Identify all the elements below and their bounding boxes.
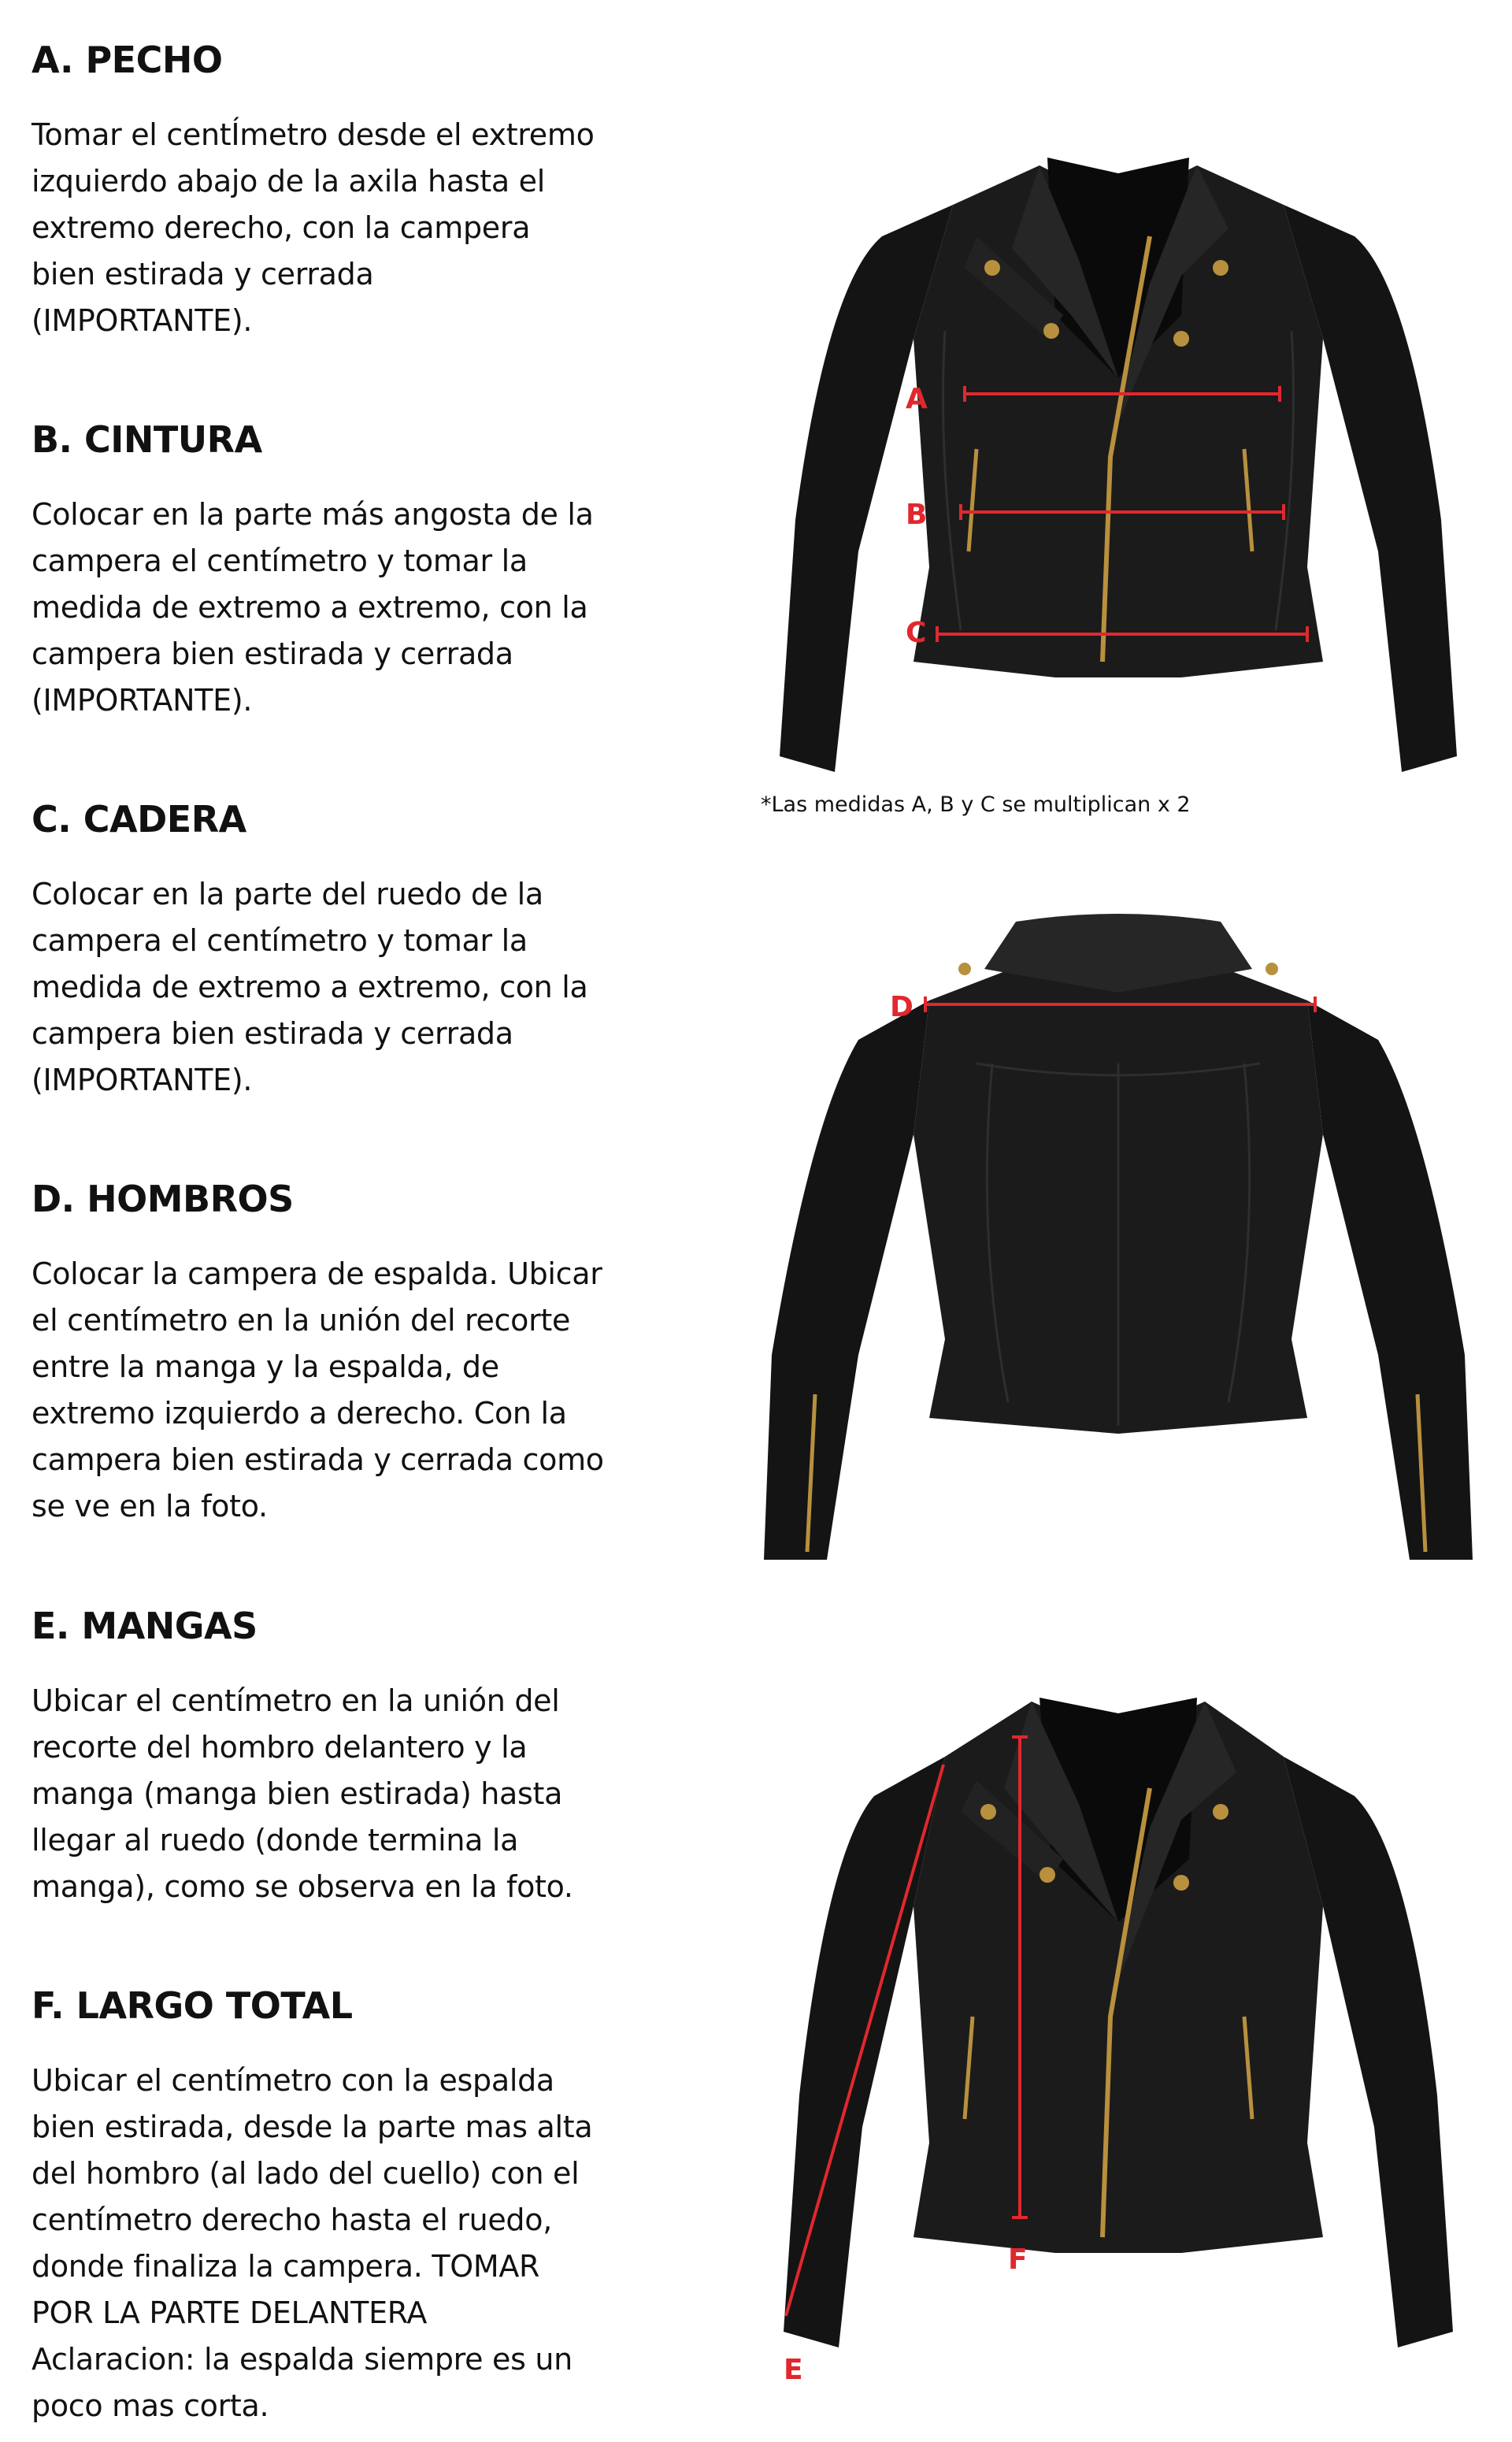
front-length-figure bbox=[740, 1654, 1496, 2410]
section-title: C. CADERA bbox=[32, 798, 246, 841]
section-body: Ubicar el centímetro con la espalda bien estirada, desde la parte mas alta del hombro (al lado del cuello) con el centímetro derecho hasta el ruedo, donde finaliza la campera. TOMAR POR LA PARTE DELANTERA Aclaracion: la espalda siempre es un poco mas corta. bbox=[32, 2063, 593, 2423]
section-body: Colocar en la parte más angosta de la campera el centímetro y tomar la medida de extremo a extremo, con la campera bien estirada y cerrada (IMPORTANTE). bbox=[32, 497, 594, 718]
label-c: C bbox=[906, 617, 927, 649]
label-e: E bbox=[784, 2354, 803, 2386]
section-title: F. LARGO TOTAL bbox=[32, 1984, 353, 2027]
label-b: B bbox=[906, 499, 928, 531]
section-body: Colocar en la parte del ruedo de la campera el centímetro y tomar la medida de extremo a extremo, con la campera bien estirada y cerrada (IMPORTANTE). bbox=[32, 877, 588, 1097]
label-f: F bbox=[1008, 2243, 1028, 2276]
section-cintura bbox=[32, 418, 630, 724]
section-title: D. HOMBROS bbox=[32, 1178, 294, 1220]
section-title: E. MANGAS bbox=[32, 1605, 258, 1647]
section-cadera bbox=[32, 797, 630, 1104]
section-mangas bbox=[32, 1604, 630, 1910]
section-body: Colocar la campera de espalda. Ubicar el centímetro en la unión del recorte entre la manga y la espalda, de extremo izquierdo a derecho. Con la campera bien estirada y cerrada como se ve en la foto. bbox=[32, 1256, 604, 1523]
section-body: Ubicar el centímetro en la unión del recorte del hombro delantero y la manga (manga bien estirada) hasta llegar al ruedo (donde termina la manga), como se observa en la foto. bbox=[32, 1683, 573, 1904]
jacket-back-image bbox=[764, 914, 1473, 1560]
front-jacket-figure bbox=[740, 79, 1496, 788]
section-pecho bbox=[32, 38, 630, 344]
section-largo-total bbox=[32, 1984, 630, 2429]
section-hombros bbox=[32, 1177, 630, 1530]
label-d: D bbox=[890, 991, 914, 1023]
section-body: Tomar el centÍmetro desde el extremo izquierdo abajo de la axila hasta el extremo derecho, con la campera bien estirada y cerrada (IMPORTANTE). bbox=[32, 117, 595, 338]
section-title: A. PECHO bbox=[32, 39, 223, 81]
back-jacket-figure bbox=[740, 882, 1496, 1591]
jacket-front-image bbox=[780, 158, 1457, 772]
jacket-front-image bbox=[784, 1698, 1453, 2347]
measure-note: *Las medidas A, B y C se multiplican x 2 bbox=[761, 792, 1191, 817]
label-a: A bbox=[906, 383, 928, 415]
section-title: B. CINTURA bbox=[32, 418, 262, 461]
